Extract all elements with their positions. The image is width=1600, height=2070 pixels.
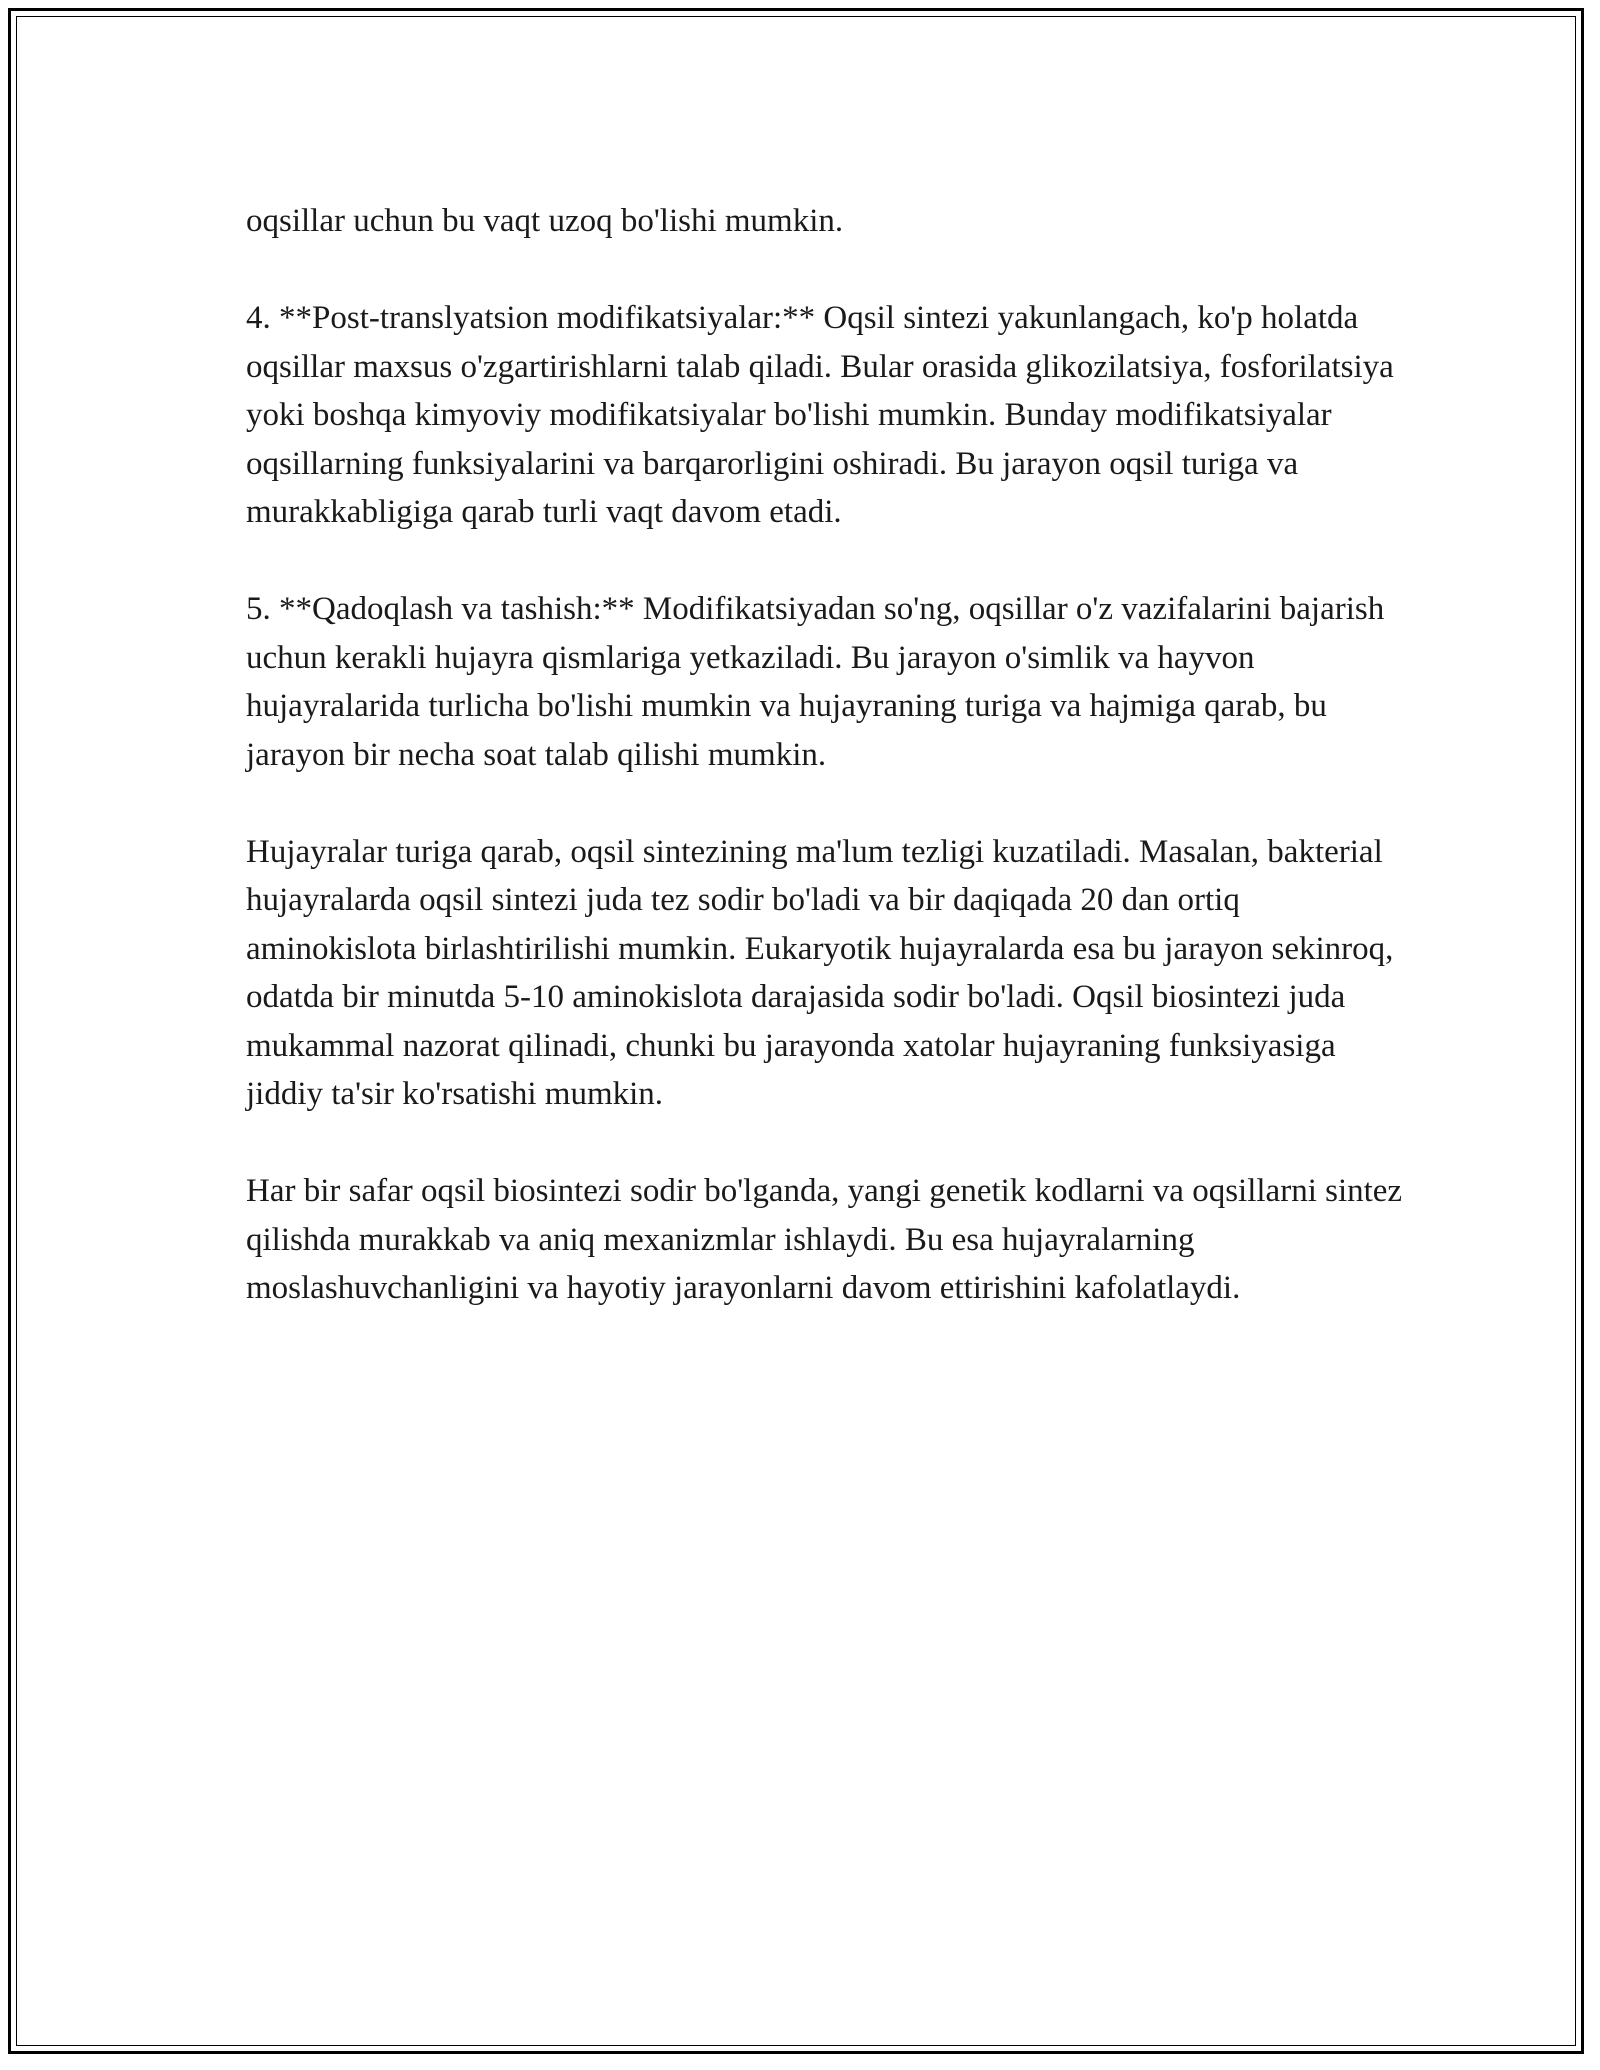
document-body — [246, 197, 1416, 1313]
paragraph-continuation: oqsillar uchun bu vaqt uzoq bo'lishi mumkin. — [246, 203, 844, 239]
paragraph-post-translational-modifications: 4. **Post-translyatsion modifikatsiyalar:** Oqsil sintezi yakunlangach, ko'p holatda oqsillar maxsus o'zgartirishlarni talab qiladi. Bular orasida glikozilatsiya, fosforilatsiya yoki boshqa kimyoviy modifikatsiyalar bo'lishi mumkin. Bunday modifikatsiyalar oqsillarning funksiyalarini va barqarorligini oshiradi. Bu jarayon oqsil turiga va murakkabligiga qarab turli vaqt davom etadi. — [246, 300, 1394, 530]
paragraph-conclusion: Har bir safar oqsil biosintezi sodir bo'lganda, yangi genetik kodlarni va oqsillarni sintez qilishda murakkab va aniq mexanizmlar ishlaydi. Bu esa hujayralarning moslashuvchanligini va hayotiy jarayonlarni davom ettirishini kafolatlaydi. — [246, 1173, 1403, 1306]
paragraph-packaging-and-transport: 5. **Qadoqlash va tashish:** Modifikatsiyadan so'ng, oqsillar o'z vazifalarini bajarish uchun kerakli hujayra qismlariga yetkaziladi. Bu jarayon o'simlik va hayvon hujayralarida turlicha bo'lishi mumkin va hujayraning turiga va hajmiga qarab, bu jarayon bir necha soat talab qilishi mumkin. — [246, 591, 1385, 773]
paragraph-synthesis-rate: Hujayralar turiga qarab, oqsil sintezining ma'lum tezligi kuzatiladi. Masalan, bakterial hujayralarda oqsil sintezi juda tez sodir bo'ladi va bir daqiqada 20 dan ortiq aminokislota birlashtirilishi mumkin. Eukaryotik hujayralarda esa bu jarayon sekinroq, odatda bir minutda 5-10 aminokislota darajasida sodir bo'ladi. Oqsil biosintezi juda mukammal nazorat qilinadi, chunki bu jarayonda xatolar hujayraning funksiyasiga jiddiy ta'sir ko'rsatishi mumkin. — [246, 833, 1394, 1112]
page-border — [8, 8, 1584, 2054]
